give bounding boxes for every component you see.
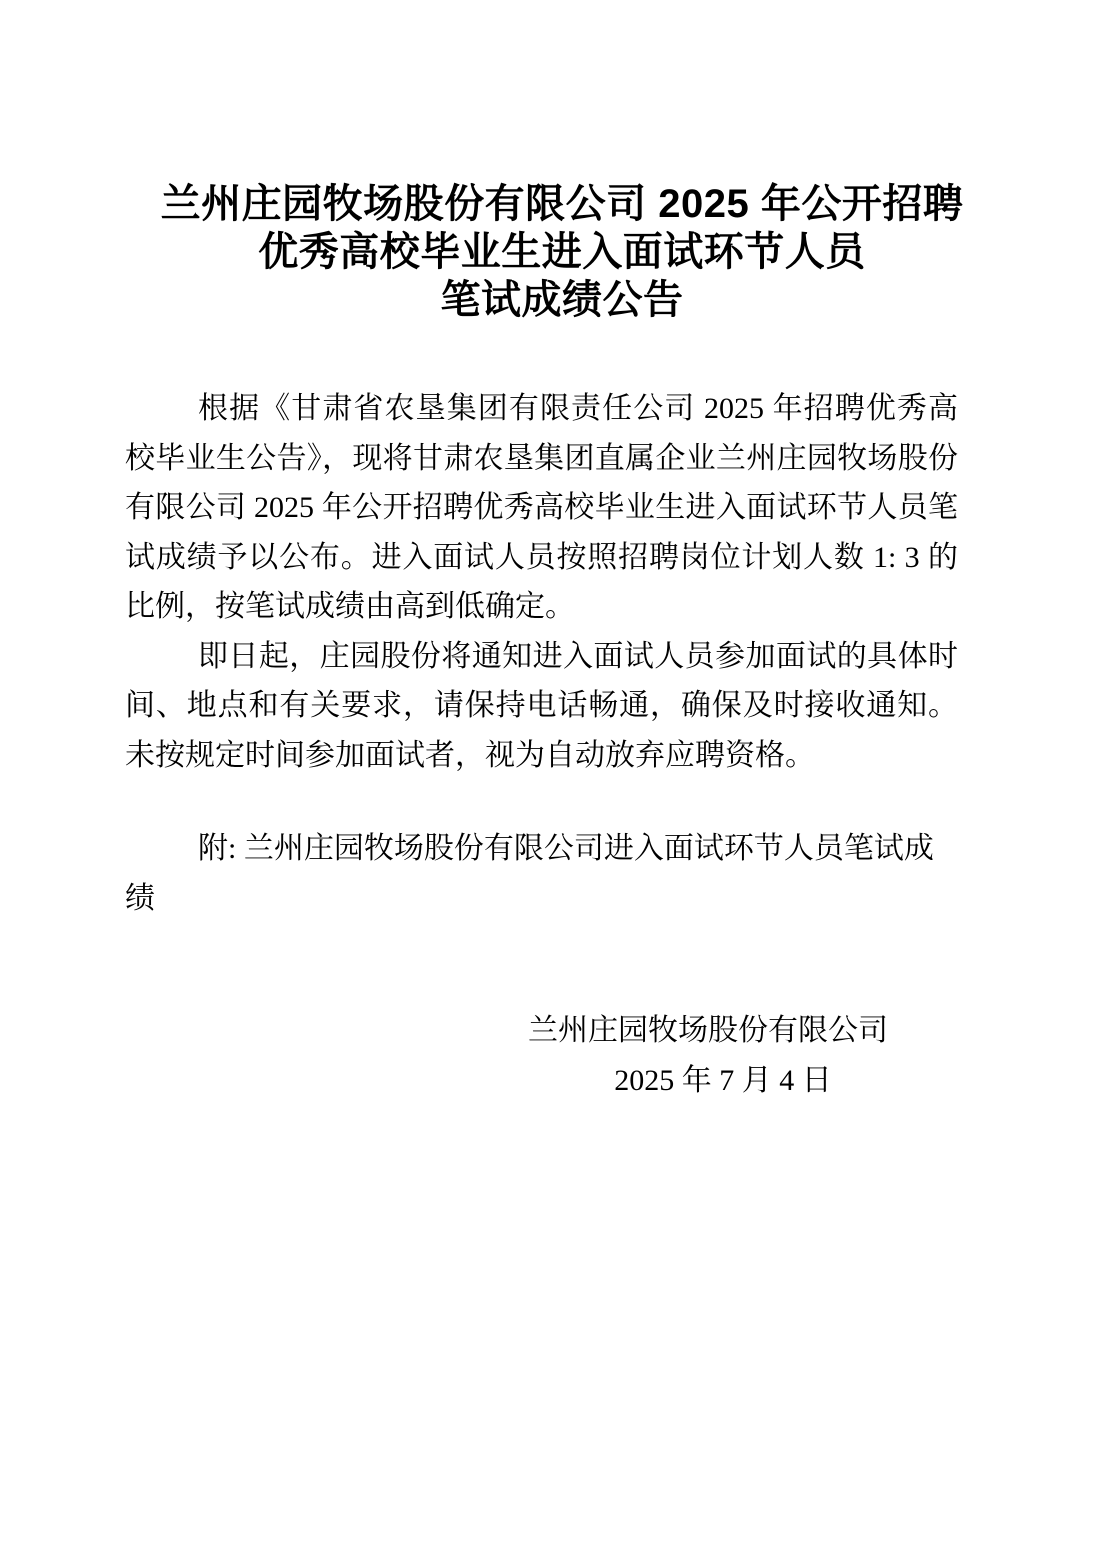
paragraph-results-announcement: 根据《甘肃省农垦集团有限责任公司 2025 年招聘优秀高校毕业生公告》，现将甘肃农垦集团直属企业兰州庄园牧场股份有限公司 2025 年公开招聘优秀高校毕业生进入面试环节人员笔试成绩予以公布。进入面试人员按照招聘岗位计划人数 1: 3 的比例，按笔试成绩由高到低确定。: [125, 392, 958, 623]
document-title: [0, 180, 1102, 324]
title-line-2: 优秀高校毕业生进入面试环节人员: [258, 230, 866, 274]
signature-company-name: 兰州庄园牧场股份有限公司: [528, 1014, 888, 1047]
title-line-3: 笔试成绩公告: [440, 278, 684, 322]
signature-block: [157, 1006, 1102, 1106]
attachment-reference-line: 附: 兰州庄园牧场股份有限公司进入面试环节人员笔试成绩: [125, 832, 934, 915]
paragraph-interview-notice: 即日起，庄园股份将通知进入面试人员参加面试的具体时间、地点和有关要求，请保持电话畅通，确保及时接收通知。未按规定时间参加面试者，视为自动放弃应聘资格。: [125, 639, 958, 772]
signature-date: 2025 年 7 月 4 日: [614, 1064, 832, 1097]
title-line-1: 兰州庄园牧场股份有限公司 2025 年公开招聘: [160, 182, 964, 226]
document-body: [125, 384, 958, 923]
